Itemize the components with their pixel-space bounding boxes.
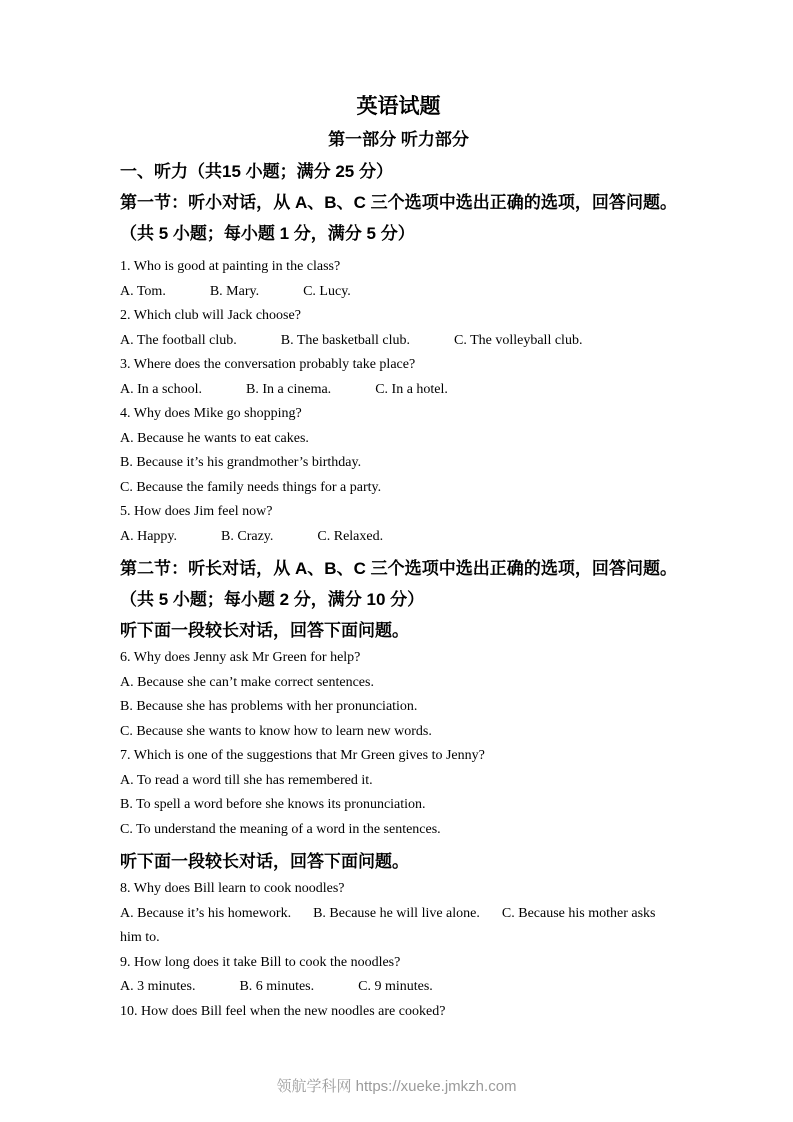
option: C. Because she wants to know how to learn new words.: [120, 723, 432, 739]
question-text: 1. Who is good at painting in the class?: [120, 259, 341, 274]
option: A. To read a word till she has remembered it.: [120, 772, 373, 788]
option: B. In a cinema.: [246, 381, 332, 397]
option: A. In a school.: [120, 381, 203, 397]
dialog2-intro: 听下面一段较长对话，回答下面问题。: [120, 852, 409, 871]
options-row: [120, 329, 677, 354]
option: C. The volleyball club.: [454, 332, 583, 348]
option: B. To spell a word before she knows its pronunciation.: [120, 797, 426, 812]
option: C. 9 minutes.: [358, 979, 433, 994]
option: B. Mary.: [209, 283, 260, 299]
option: B. Because she has problems with her pronunciation.: [120, 699, 418, 714]
options-row: [120, 975, 677, 1000]
option: B. Crazy.: [221, 528, 274, 544]
section-heading: 一、听力（共15 小题；满分 25 分）: [120, 162, 393, 181]
option: A. 3 minutes.: [120, 979, 196, 994]
option: C. Because his mother asks him to.: [120, 905, 656, 945]
page-title: 英语试题: [356, 95, 441, 118]
option: C. Because the family needs things for a party.: [120, 479, 382, 495]
option: B. Because it’s his grandmother’s birthday.: [120, 455, 362, 470]
dialog1-intro: 听下面一段较长对话，回答下面问题。: [120, 621, 409, 640]
option: A. Because she can’t make correct sentences.: [120, 674, 374, 690]
question-text: 3. Where does the conversation probably take place?: [120, 357, 416, 372]
watermark-footer: 领航学科网 https://xueke.jmkzh.com: [276, 1078, 517, 1095]
exam-content: [120, 90, 677, 1024]
option: C. To understand the meaning of a word in the sentences.: [120, 821, 441, 837]
options-row: [120, 378, 677, 403]
options-row: [120, 525, 677, 550]
node2-heading: 第二节：听长对话，从 A、B、C 三个选项中选出正确的选项，回答问题。（共 5 小题；每小题 2 分，满分 10 分）: [120, 559, 677, 609]
node1-heading: 第一节：听小对话，从 A、B、C 三个选项中选出正确的选项，回答问题。（共 5 小题；每小题 1 分，满分 5 分）: [120, 193, 677, 243]
option: A. Tom.: [120, 283, 166, 299]
option: C. In a hotel.: [375, 381, 448, 397]
question-text: 2. Which club will Jack choose?: [120, 308, 301, 323]
option: B. Because he will live alone.: [313, 905, 480, 921]
question-text: 4. Why does Mike go shopping?: [120, 406, 302, 421]
option: A. Because he wants to eat cakes.: [120, 430, 309, 446]
option: C. Lucy.: [303, 283, 351, 299]
question-text: 9. How long does it take Bill to cook the noodles?: [120, 954, 401, 970]
option: A. Because it’s his homework.: [120, 905, 292, 921]
options-row: [120, 902, 677, 951]
options-row: [120, 280, 677, 305]
option: C. Relaxed.: [317, 528, 384, 544]
part-heading: 第一部分 听力部分: [328, 130, 469, 149]
question-text: 6. Why does Jenny ask Mr Green for help?: [120, 650, 361, 665]
option: A. The football club.: [120, 332, 237, 348]
option: B. 6 minutes.: [239, 979, 315, 994]
question-text: 5. How does Jim feel now?: [120, 504, 273, 519]
question-text: 8. Why does Bill learn to cook noodles?: [120, 881, 345, 896]
question-text: 10. How does Bill feel when the new noodles are cooked?: [120, 1003, 446, 1019]
option: A. Happy.: [120, 528, 178, 544]
option: B. The basketball club.: [280, 332, 410, 348]
question-text: 7. Which is one of the suggestions that Mr Green gives to Jenny?: [120, 748, 485, 763]
